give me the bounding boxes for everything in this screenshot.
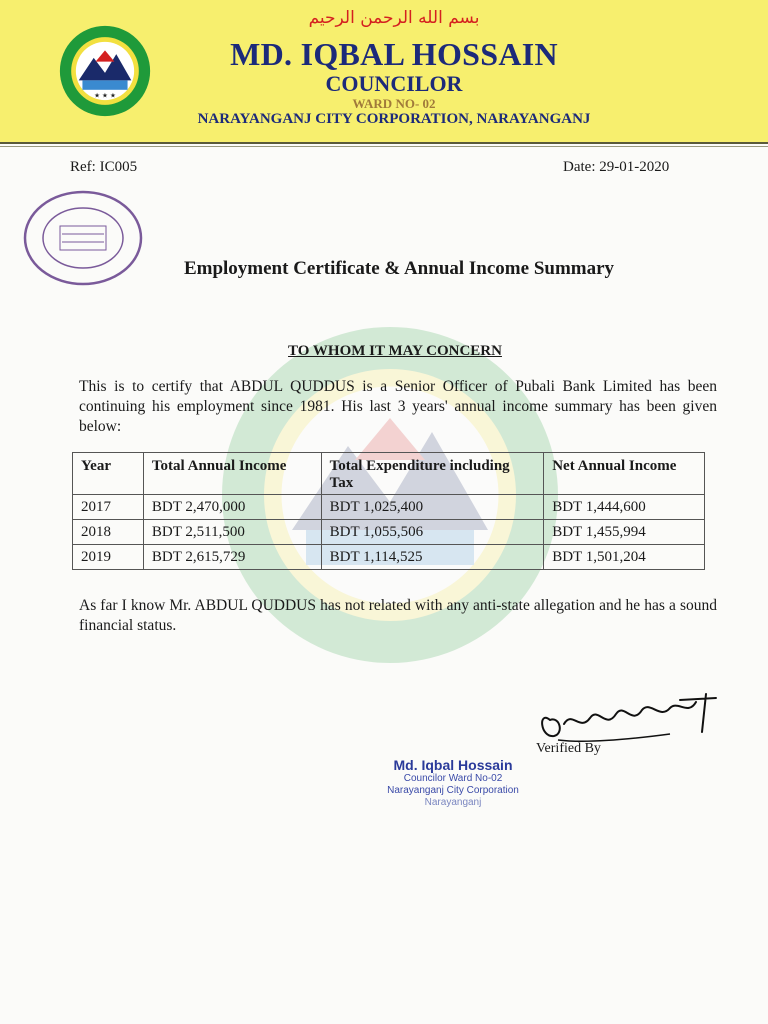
cell-year: 2019 bbox=[73, 545, 144, 570]
cell-year: 2018 bbox=[73, 520, 144, 545]
designation: COUNCILOR bbox=[325, 71, 463, 96]
document-title: Employment Certificate & Annual Income Summary bbox=[183, 258, 615, 279]
cell-net-income: BDT 1,501,204 bbox=[544, 545, 705, 570]
verifier-ward: Councilor Ward No-02 bbox=[403, 773, 503, 784]
header-year: Year bbox=[73, 453, 144, 495]
table-row bbox=[73, 495, 705, 520]
cell-total-income: BDT 2,511,500 bbox=[143, 520, 321, 545]
cell-net-income: BDT 1,455,994 bbox=[544, 520, 705, 545]
councilor-name: MD. IQBAL HOSSAIN bbox=[230, 36, 558, 72]
cell-total-expenditure: BDT 1,114,525 bbox=[321, 545, 544, 570]
header-total-expenditure: Total Expenditure including Tax bbox=[321, 453, 544, 495]
header-net-income: Net Annual Income bbox=[544, 453, 705, 495]
status-paragraph: As far I know Mr. ABDUL QUDDUS has not related with any anti-state allegation and he has a sound financial status. bbox=[79, 597, 717, 634]
verifier-name: Md. Iqbal Hossain bbox=[393, 757, 513, 773]
cell-year: 2017 bbox=[73, 495, 144, 520]
table-row bbox=[73, 520, 705, 545]
cell-total-income: BDT 2,615,729 bbox=[143, 545, 321, 570]
header-total-income: Total Annual Income bbox=[143, 453, 321, 495]
table-header-row bbox=[73, 453, 705, 495]
cell-total-expenditure: BDT 1,055,506 bbox=[321, 520, 544, 545]
cell-total-income: BDT 2,470,000 bbox=[143, 495, 321, 520]
verifier-corporation: Narayanganj City Corporation bbox=[387, 785, 519, 796]
header-divider bbox=[0, 146, 768, 147]
corporation-name: NARAYANGANJ CITY CORPORATION, NARAYANGANJ bbox=[197, 111, 591, 127]
bismillah-text: بسم الله الرحمن الرحيم bbox=[308, 8, 480, 28]
income-summary-table bbox=[72, 452, 705, 570]
salutation: TO WHOM IT MAY CONCERN bbox=[288, 343, 502, 359]
letterhead bbox=[0, 0, 768, 144]
ward-number: WARD NO- 02 bbox=[352, 96, 436, 111]
reference-number: Ref: IC005 bbox=[70, 159, 138, 175]
verifier-city: Narayanganj bbox=[424, 797, 482, 808]
document-date: Date: 29-01-2020 bbox=[563, 159, 670, 175]
svg-text:★ ★ ★: ★ ★ ★ bbox=[94, 91, 116, 100]
verified-by-label: Verified By bbox=[536, 741, 601, 756]
cell-total-expenditure: BDT 1,025,400 bbox=[321, 495, 544, 520]
handwritten-signature-icon bbox=[520, 680, 730, 750]
table-row bbox=[73, 545, 705, 570]
certification-paragraph: This is to certify that ABDUL QUDDUS is a Senior Officer of Pubali Bank Limited has been continuing his employment since 1981. His last 3 years' annual income summary has been given below: bbox=[79, 378, 717, 435]
cell-net-income: BDT 1,444,600 bbox=[544, 495, 705, 520]
